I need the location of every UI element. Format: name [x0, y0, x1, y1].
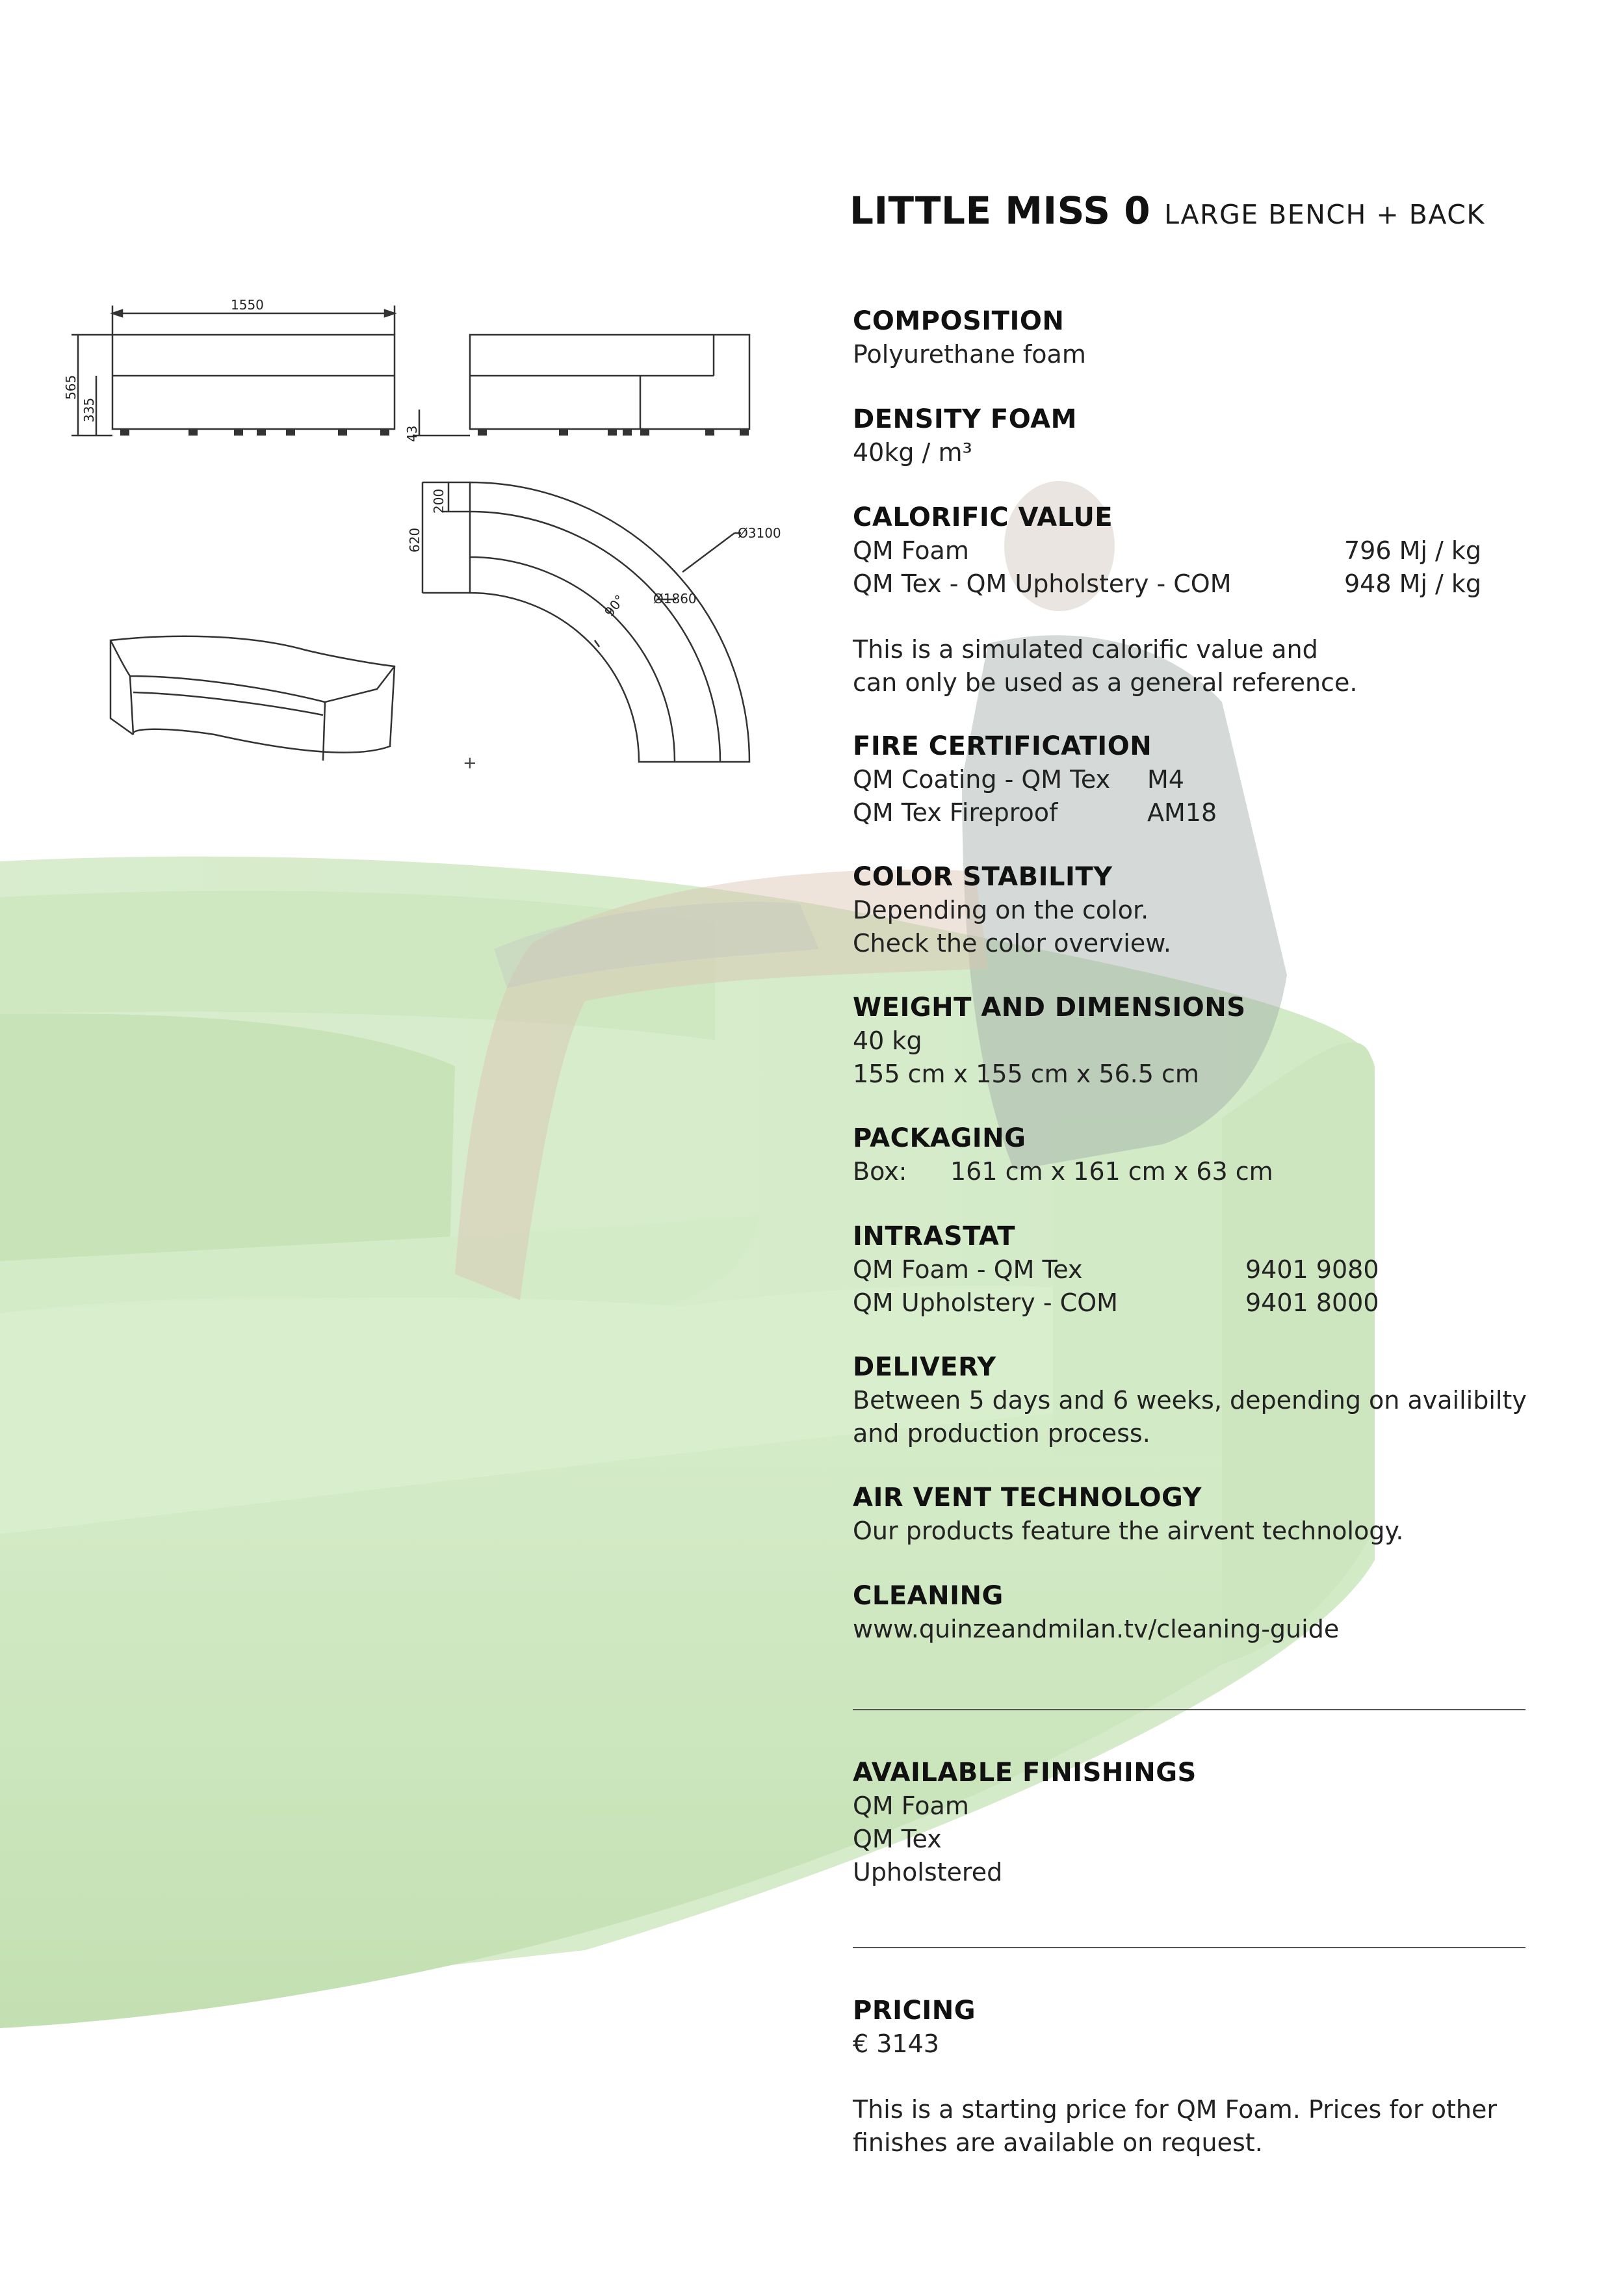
- packaging-value: 161 cm x 161 cm x 63 cm: [950, 1157, 1273, 1186]
- fire-section: [853, 729, 1542, 829]
- calorific-row: [853, 567, 1542, 601]
- density-section: [853, 402, 1542, 469]
- calorific-value: 796 Mj / kg: [1344, 536, 1482, 565]
- cleaning-link[interactable]: www.quinzeandmilan.tv/cleaning-guide: [853, 1615, 1340, 1643]
- color-stability-heading: COLOR STABILITY: [853, 862, 1113, 892]
- dim-label-diameter-outer: Ø3100: [738, 525, 781, 541]
- calorific-section: [853, 501, 1542, 699]
- air-vent-text: Our products feature the airvent technology.: [853, 1517, 1404, 1545]
- color-stability-text: Check the color overview.: [853, 929, 1171, 958]
- packaging-section: [853, 1121, 1542, 1188]
- side-elevation-drawing: [413, 335, 749, 436]
- calorific-heading: CALORIFIC VALUE: [853, 502, 1113, 532]
- fire-heading: FIRE CERTIFICATION: [853, 731, 1152, 761]
- product-title: [850, 189, 1485, 233]
- fire-row: [853, 796, 1542, 829]
- dim-label-diameter-inner: Ø1860: [653, 591, 697, 607]
- intrastat-heading: INTRASTAT: [853, 1221, 1016, 1251]
- density-heading: DENSITY FOAM: [853, 404, 1077, 434]
- front-elevation-drawing: [71, 306, 395, 436]
- finishing-item: QM Foam: [853, 1792, 969, 1820]
- calorific-label: QM Tex - QM Upholstery - COM: [853, 569, 1232, 598]
- finishings-heading: AVAILABLE FINISHINGS: [853, 1758, 1197, 1788]
- fire-label: QM Tex Fireproof: [853, 798, 1058, 827]
- calorific-note: can only be used as a general reference.: [853, 668, 1358, 697]
- air-vent-section: [853, 1481, 1542, 1548]
- delivery-section: [853, 1350, 1542, 1450]
- color-stability-section: [853, 860, 1542, 960]
- intrastat-row: [853, 1286, 1542, 1320]
- dimensions-value: 155 cm x 155 cm x 56.5 cm: [853, 1060, 1199, 1088]
- dim-label-angle: 90°: [601, 592, 628, 620]
- packaging-label: Box:: [853, 1157, 907, 1186]
- packaging-row: [853, 1155, 1542, 1188]
- weight-heading: WEIGHT AND DIMENSIONS: [853, 993, 1246, 1023]
- product-subtitle: LARGE BENCH + BACK: [1164, 199, 1485, 230]
- intrastat-label: QM Foam - QM Tex: [853, 1255, 1083, 1284]
- fire-label: QM Coating - QM Tex: [853, 765, 1111, 794]
- intrastat-section: [853, 1220, 1542, 1320]
- fire-row: [853, 763, 1542, 796]
- intrastat-value: 9401 9080: [1245, 1255, 1379, 1284]
- dim-label-height-total: 565: [63, 374, 79, 400]
- dim-label-height-seat: 335: [81, 397, 97, 423]
- density-text: 40kg / m³: [853, 438, 972, 467]
- calorific-row: [853, 534, 1542, 567]
- pricing-section: [853, 1994, 1542, 2159]
- calorific-value: 948 Mj / kg: [1344, 569, 1482, 598]
- composition-section: [853, 304, 1542, 371]
- dim-label-back: 200: [431, 488, 447, 514]
- intrastat-row: [853, 1253, 1542, 1286]
- intrastat-label: QM Upholstery - COM: [853, 1288, 1118, 1317]
- divider: [853, 1709, 1526, 1710]
- fire-value: AM18: [1147, 798, 1217, 827]
- cleaning-section: [853, 1579, 1542, 1646]
- packaging-heading: PACKAGING: [853, 1123, 1026, 1153]
- finishing-item: Upholstered: [853, 1858, 1003, 1886]
- perspective-drawing: [110, 636, 395, 761]
- pricing-note: finishes are available on request.: [853, 2128, 1263, 2157]
- color-stability-text: Depending on the color.: [853, 896, 1149, 924]
- divider: [853, 1947, 1526, 1948]
- finishings-section: [853, 1756, 1542, 1889]
- weight-value: 40 kg: [853, 1026, 922, 1055]
- composition-text: Polyurethane foam: [853, 340, 1086, 369]
- delivery-text: and production process.: [853, 1419, 1150, 1448]
- pricing-heading: PRICING: [853, 1996, 976, 2026]
- intrastat-value: 9401 8000: [1245, 1288, 1379, 1317]
- pricing-note: This is a starting price for QM Foam. Prices for other: [853, 2095, 1497, 2124]
- fire-value: M4: [1147, 765, 1184, 794]
- cleaning-heading: CLEANING: [853, 1581, 1004, 1611]
- finishing-item: QM Tex: [853, 1825, 942, 1853]
- product-name: LITTLE MISS 0: [850, 189, 1151, 233]
- weight-section: [853, 991, 1542, 1091]
- delivery-heading: DELIVERY: [853, 1352, 996, 1382]
- dim-label-width: 1550: [231, 297, 264, 313]
- calorific-label: QM Foam: [853, 536, 969, 565]
- calorific-note: This is a simulated calorific value and: [853, 635, 1318, 664]
- composition-heading: COMPOSITION: [853, 306, 1065, 336]
- plan-view-drawing: [422, 482, 749, 762]
- delivery-text: Between 5 days and 6 weeks, depending on availibilty: [853, 1386, 1527, 1415]
- dim-label-feet: 43: [404, 425, 420, 442]
- air-vent-heading: AIR VENT TECHNOLOGY: [853, 1483, 1202, 1513]
- crosshair-mark: +: [463, 753, 477, 773]
- dim-label-depth: 620: [407, 527, 422, 553]
- price-value: € 3143: [853, 2029, 939, 2058]
